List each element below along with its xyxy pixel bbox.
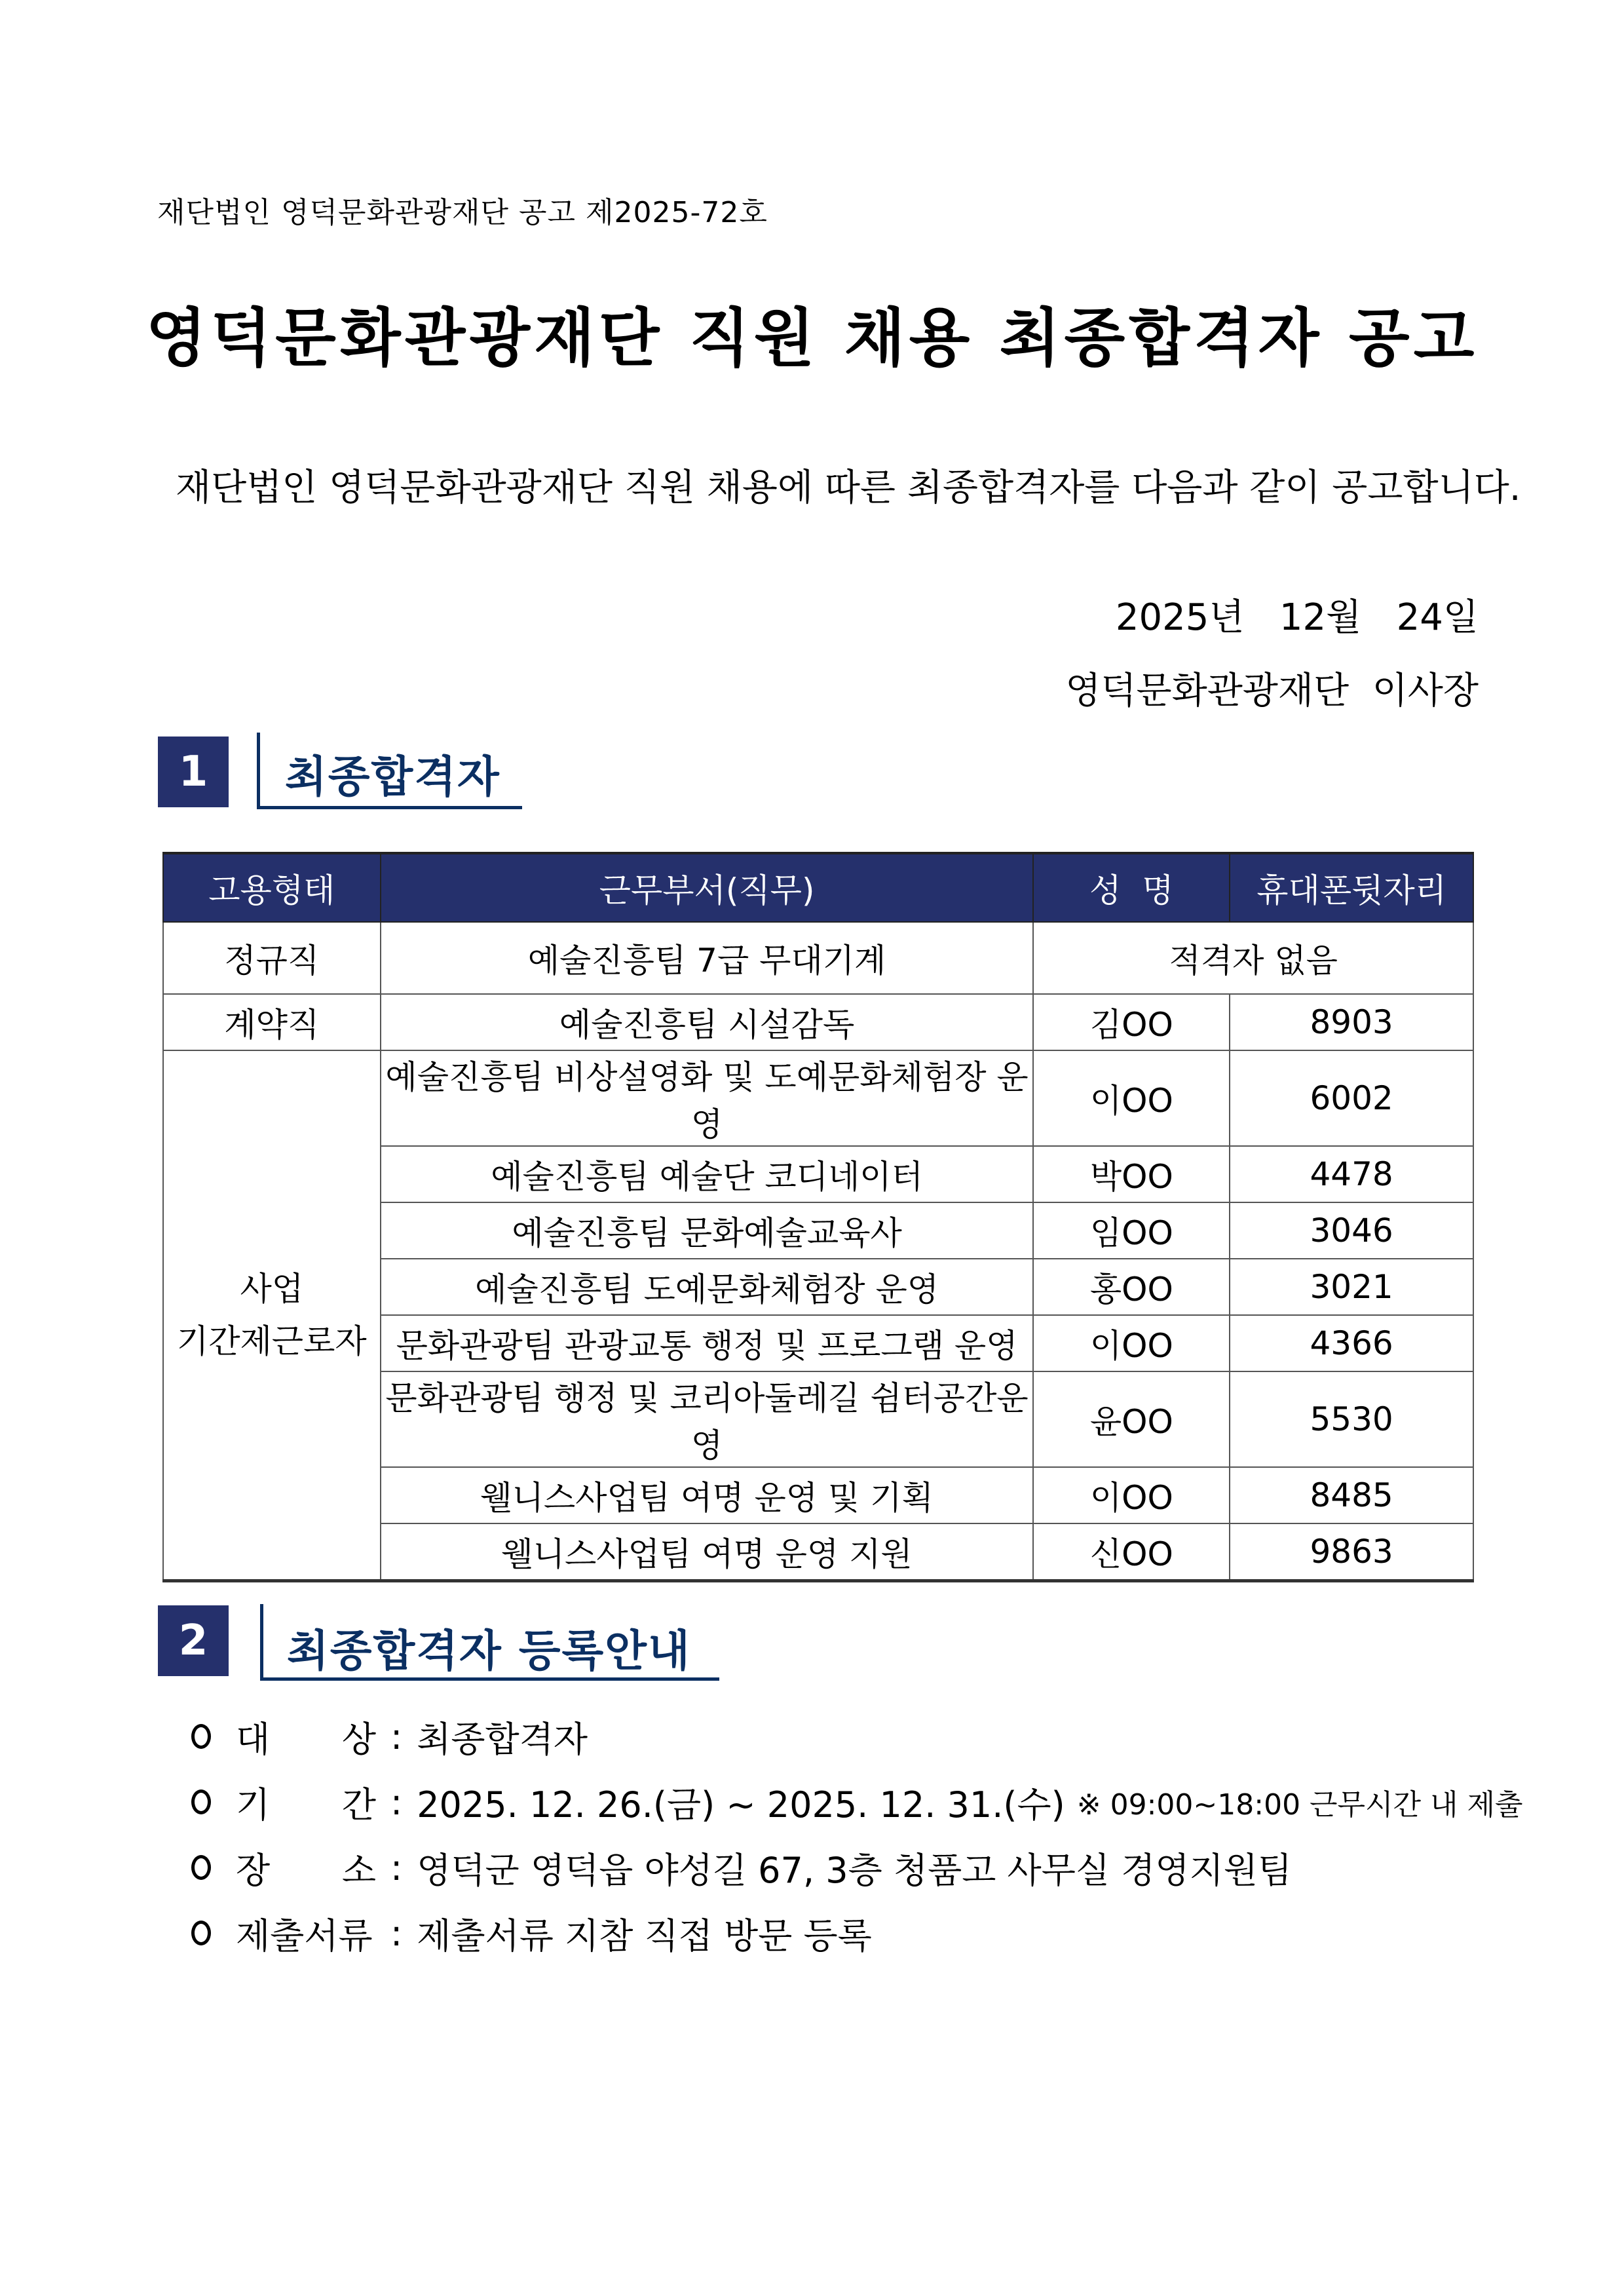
cell-department: 예술진흥팀 7급 무대기계 (381, 922, 1034, 994)
cell-phone: 8903 (1230, 994, 1473, 1050)
colon: : (390, 1846, 403, 1888)
column-header-phone: 휴대폰뒷자리 (1230, 853, 1473, 922)
cell-name: 김OO (1033, 994, 1230, 1050)
section-title: 최종합격자 (285, 752, 500, 802)
item-label (236, 1777, 376, 1827)
section-number-badge: 2 (158, 1605, 229, 1676)
label-part: 대 (236, 1718, 271, 1760)
item-label (236, 1712, 376, 1762)
cell-type-line2: 기간제근로자 (176, 1322, 367, 1360)
issuer: 영덕문화관광재단 이사장 (1065, 670, 1479, 712)
column-header-department: 근무부서(직무) (381, 853, 1034, 922)
cell-name: 임OO (1033, 1202, 1230, 1259)
cell-name: 이OO (1033, 1050, 1230, 1146)
cell-name: 홍OO (1033, 1259, 1230, 1315)
list-item-target (191, 1704, 1523, 1769)
cell-department: 예술진흥팀 도예문화체험장 운영 (381, 1259, 1034, 1315)
cell-department: 예술진흥팀 예술단 코디네이터 (381, 1146, 1034, 1202)
cell-name: 신OO (1033, 1523, 1230, 1581)
cell-name: 이OO (1033, 1467, 1230, 1523)
cell-phone: 4478 (1230, 1146, 1473, 1202)
item-note: ※ 09:00~18:00 근무시간 내 제출 (1076, 1788, 1523, 1822)
cell-phone: 3046 (1230, 1202, 1473, 1259)
announcement-date: 2025년 12월 24일 (1115, 596, 1479, 639)
circle-bullet-icon (191, 1789, 211, 1814)
list-item-documents (191, 1900, 1523, 1966)
table-row (163, 994, 1473, 1050)
cell-department: 문화관광팀 관광교통 행정 및 프로그램 운영 (381, 1315, 1034, 1371)
circle-bullet-icon (191, 1724, 211, 1749)
results-table (162, 852, 1474, 1582)
label-part: 간 (341, 1784, 376, 1826)
label-part: 장 (236, 1849, 271, 1891)
column-header-name: 성 명 (1033, 853, 1230, 922)
item-value: 2025. 12. 26.(금) ~ 2025. 12. 31.(수) (417, 1784, 1065, 1826)
column-header-type: 고용형태 (163, 853, 381, 922)
item-value: 영덕군 영덕읍 야성길 67, 3층 청품고 사무실 경영지원팀 (417, 1849, 1293, 1891)
colon: : (390, 1912, 403, 1954)
item-label (236, 1843, 376, 1893)
cell-phone: 3021 (1230, 1259, 1473, 1315)
cell-department: 예술진흥팀 비상설영화 및 도예문화체험장 운영 (381, 1050, 1034, 1146)
circle-bullet-icon (191, 1921, 211, 1945)
cell-phone: 4366 (1230, 1315, 1473, 1371)
table-row (163, 922, 1473, 994)
item-value: 제출서류 지참 직접 방문 등록 (417, 1915, 872, 1957)
cell-phone: 9863 (1230, 1523, 1473, 1581)
announcement-number: 재단법인 영덕문화관광재단 공고 제2025-72호 (157, 196, 768, 229)
cell-phone: 6002 (1230, 1050, 1473, 1146)
label-part: 소 (341, 1849, 376, 1891)
cell-department: 웰니스사업팀 여명 운영 및 기획 (381, 1467, 1034, 1523)
section-heading (260, 1604, 719, 1681)
page-title: 영덕문화관광재단 직원 채용 최종합격자 공고 (145, 301, 1479, 375)
colon: : (390, 1715, 403, 1757)
cell-type-line1: 사업 (240, 1270, 304, 1308)
table-header-row (163, 853, 1473, 922)
cell-type: 정규직 (163, 922, 381, 994)
label-part: 기 (236, 1784, 271, 1826)
section-title: 최종합격자 등록안내 (287, 1626, 691, 1676)
label-part: 상 (341, 1718, 376, 1760)
cell-name: 이OO (1033, 1315, 1230, 1371)
cell-name: 윤OO (1033, 1371, 1230, 1467)
table-row (163, 1050, 1473, 1146)
cell-department: 예술진흥팀 시설감독 (381, 994, 1034, 1050)
section-number-badge: 1 (158, 737, 229, 807)
colon: : (390, 1781, 403, 1823)
cell-phone: 8485 (1230, 1467, 1473, 1523)
section-heading (257, 733, 522, 809)
list-item-period (191, 1769, 1523, 1835)
cell-phone: 5530 (1230, 1371, 1473, 1467)
intro-text: 재단법인 영덕문화관광재단 직원 채용에 따른 최종합격자를 다음과 같이 공고합니다. (176, 467, 1521, 509)
cell-no-candidate: 적격자 없음 (1033, 922, 1473, 994)
label-part: 제출서류 (236, 1915, 373, 1957)
cell-type: 계약직 (163, 994, 381, 1050)
cell-department: 예술진흥팀 문화예술교육사 (381, 1202, 1034, 1259)
item-label (236, 1908, 376, 1959)
circle-bullet-icon (191, 1855, 211, 1880)
item-value: 최종합격자 (417, 1718, 588, 1760)
list-item-location (191, 1835, 1523, 1900)
cell-type-merged (163, 1050, 381, 1581)
cell-name: 박OO (1033, 1146, 1230, 1202)
registration-info-list (191, 1704, 1523, 1966)
cell-department: 문화관광팀 행정 및 코리아둘레길 쉼터공간운영 (381, 1371, 1034, 1467)
cell-department: 웰니스사업팀 여명 운영 지원 (381, 1523, 1034, 1581)
